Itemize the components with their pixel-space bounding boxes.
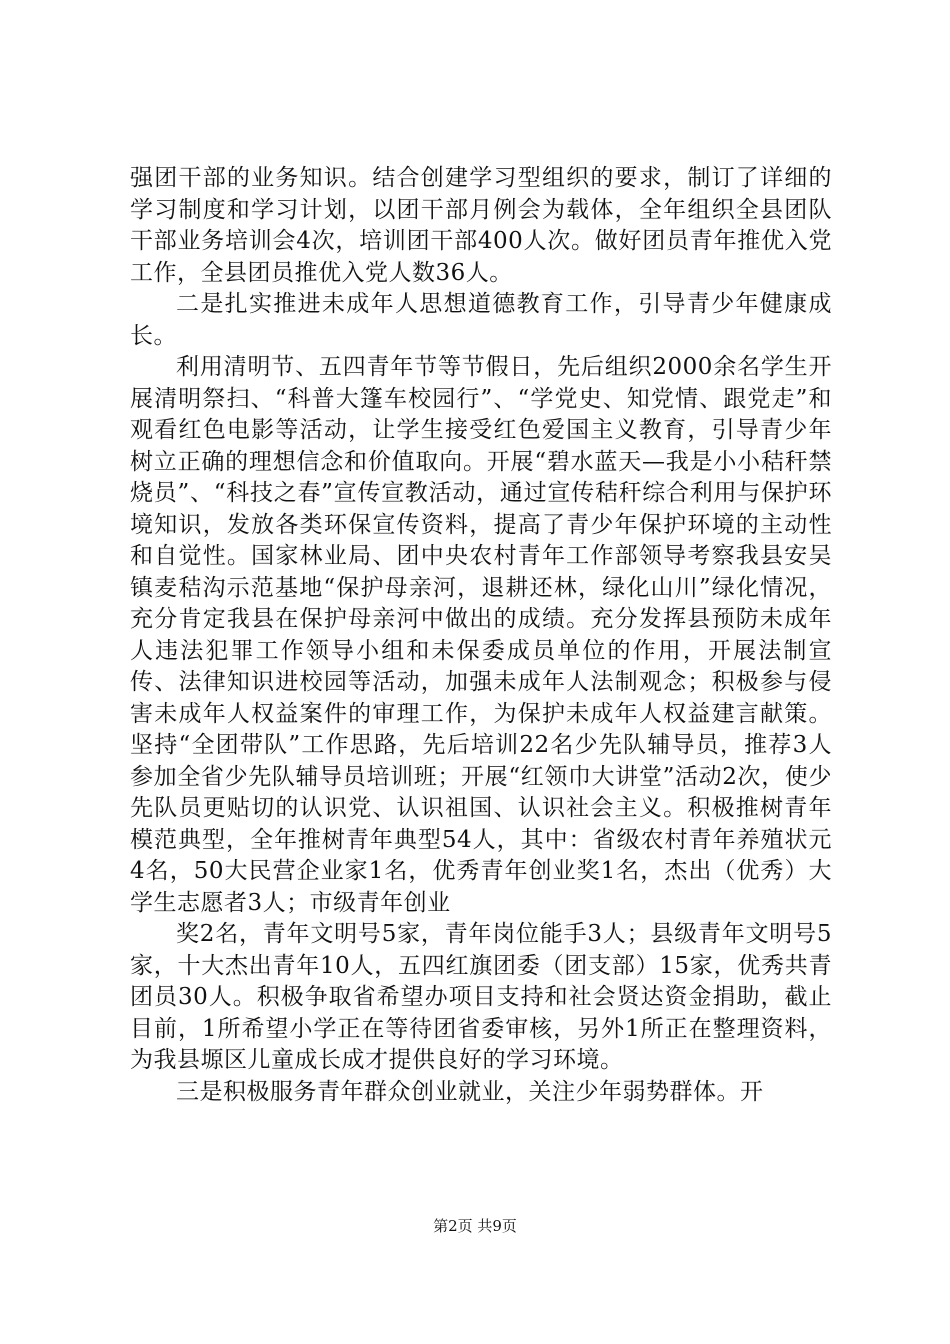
paragraph-1: 强团干部的业务知识。结合创建学习型组织的要求，制订了详细的学习制度和学习计划，以团干部月例会为载体，全年组织全县团队干部业务培训会4次，培训团干部400人次。做好团员青年推优入党工作，全县团员推优入党人数36人。	[130, 165, 832, 286]
page-number-footer: 第2页 共9页	[433, 1217, 517, 1235]
paragraph-2: 二是扎实推进未成年人思想道德教育工作，引导青少年健康成长。	[130, 291, 832, 349]
paragraph-3: 利用清明节、五四青年节等节假日，先后组织2000余名学生开展清明祭扫、“科普大篷车校园行”、“学党史、知党情、跟党走”和观看红色电影等活动，让学生接受红色爱国主义教育，引导青少年树立正确的理想信念和价值取向。开展“碧水蓝天—我是小小秸秆禁烧员”、“科技之春”宣传宣教活动，通过宣传秸秆综合利用与保护环境知识，发放各类环保宣传资料，提高了青少年保护环境的主动性和自觉性。国家林业局、团中央农村青年工作部领导考察我县安吴镇麦秸沟示范基地“保护母亲河，退耕还林，绿化山川”绿化情况，充分肯定我县在保护母亲河中做出的成绩。充分发挥县预防未成年人违法犯罪工作领导小组和未保委成员单位的作用，开展法制宣传、法律知识进校园等活动，加强未成年人法制观念；积极参与侵害未成年人权益案件的审理工作，为保护未成年人权益建言献策。坚持“全团带队”工作思路，先后培训22名少先队辅导员，推荐3人参加全省少先队辅导员培训班；开展“红领巾大讲堂”活动2次，使少先队员更贴切的认识党、认识祖国、认识社会主义。积极推树青年模范典型，全年推树青年典型54人，其中：省级农村青年养殖状元4名，50大民营企业家1名，优秀青年创业奖1名，杰出（优秀）大学生志愿者3人；市级青年创业	[130, 354, 832, 916]
paragraph-5: 三是积极服务青年群众创业就业，关注少年弱势群体。开	[176, 1078, 764, 1105]
paragraph-4: 奖2名，青年文明号5家，青年岗位能手3人；县级青年文明号5家，十大杰出青年10人，五四红旗团委（团支部）15家，优秀共青团员30人。积极争取省希望办项目支持和社会贤达资金捐助，截止目前，1所希望小学正在等待团省委审核，另外1所正在整理资料，为我县塬区儿童成长成才提供良好的学习环境。	[130, 921, 832, 1073]
body-text	[130, 163, 832, 1108]
